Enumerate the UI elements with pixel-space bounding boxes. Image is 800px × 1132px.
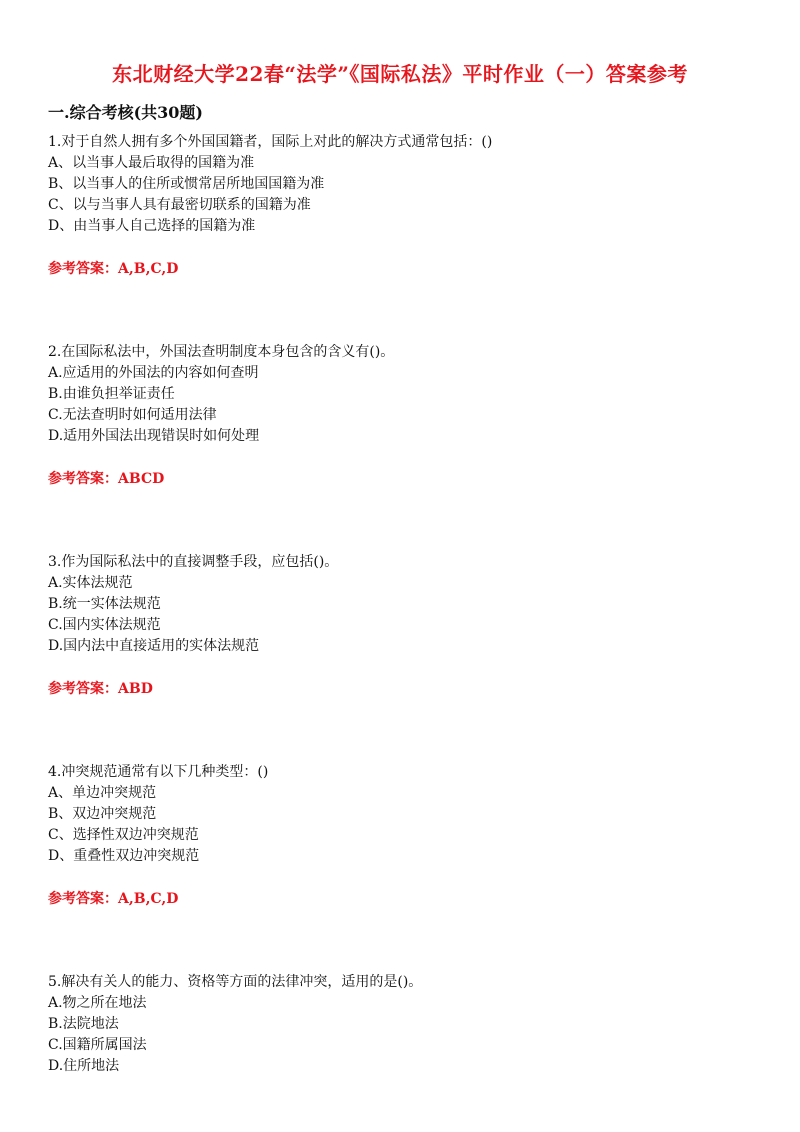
- answer-line: [48, 469, 748, 490]
- answer-label: 参考答案：: [48, 681, 118, 697]
- option-a: A、单边冲突规范: [48, 785, 157, 801]
- option-d: D.适用外国法出现错误时如何处理: [48, 428, 260, 444]
- option-b: B、以当事人的住所或惯常居所地国国籍为准: [48, 176, 325, 192]
- option-b: B.统一实体法规范: [48, 596, 161, 612]
- document-title: 东北财经大学22春“法学”《国际私法》平时作业（一）答案参考: [112, 62, 688, 86]
- option-d: D.住所地法: [48, 1058, 120, 1074]
- option-b: B.法院地法: [48, 1016, 119, 1032]
- answer-value: A,B,C,D: [118, 891, 179, 907]
- option-c: C、以与当事人具有最密切联系的国籍为准: [48, 197, 311, 213]
- question-stem: 4.冲突规范通常有以下几种类型：(): [48, 764, 269, 780]
- question-4: [48, 762, 748, 910]
- question-stem: 2.在国际私法中，外国法查明制度本身包含的含义有()。: [48, 344, 395, 360]
- option-c: C、选择性双边冲突规范: [48, 827, 199, 843]
- option-c: C.无法查明时如何适用法律: [48, 407, 217, 423]
- question-stem: 3.作为国际私法中的直接调整手段，应包括()。: [48, 554, 339, 570]
- option-a: A、以当事人最后取得的国籍为准: [48, 155, 255, 171]
- question-stem: 1.对于自然人拥有多个外国国籍者，国际上对此的解决方式通常包括：(): [48, 134, 493, 150]
- question-2: [48, 342, 748, 490]
- question-5: [48, 972, 748, 1077]
- answer-line: [48, 679, 748, 700]
- answer-label: 参考答案：: [48, 891, 118, 907]
- option-d: D、重叠性双边冲突规范: [48, 848, 200, 864]
- answer-value: ABD: [118, 681, 153, 697]
- option-a: A.实体法规范: [48, 575, 133, 591]
- option-b: B.由谁负担举证责任: [48, 386, 175, 402]
- option-d: D、由当事人自己选择的国籍为准: [48, 218, 256, 234]
- option-b: B、双边冲突规范: [48, 806, 157, 822]
- section-heading: 一.综合考核(共30题): [48, 103, 203, 122]
- question-stem: 5.解决有关人的能力、资格等方面的法律冲突，适用的是()。: [48, 974, 423, 990]
- answer-line: [48, 889, 748, 910]
- option-a: A.应适用的外国法的内容如何查明: [48, 365, 259, 381]
- answer-line: [48, 259, 748, 280]
- question-1: [48, 132, 748, 280]
- option-a: A.物之所在地法: [48, 995, 147, 1011]
- answer-value: ABCD: [118, 471, 165, 487]
- answer-label: 参考答案：: [48, 261, 118, 277]
- option-c: C.国籍所属国法: [48, 1037, 147, 1053]
- question-3: [48, 552, 748, 700]
- option-d: D.国内法中直接适用的实体法规范: [48, 638, 260, 654]
- answer-value: A,B,C,D: [118, 261, 179, 277]
- answer-label: 参考答案：: [48, 471, 118, 487]
- option-c: C.国内实体法规范: [48, 617, 161, 633]
